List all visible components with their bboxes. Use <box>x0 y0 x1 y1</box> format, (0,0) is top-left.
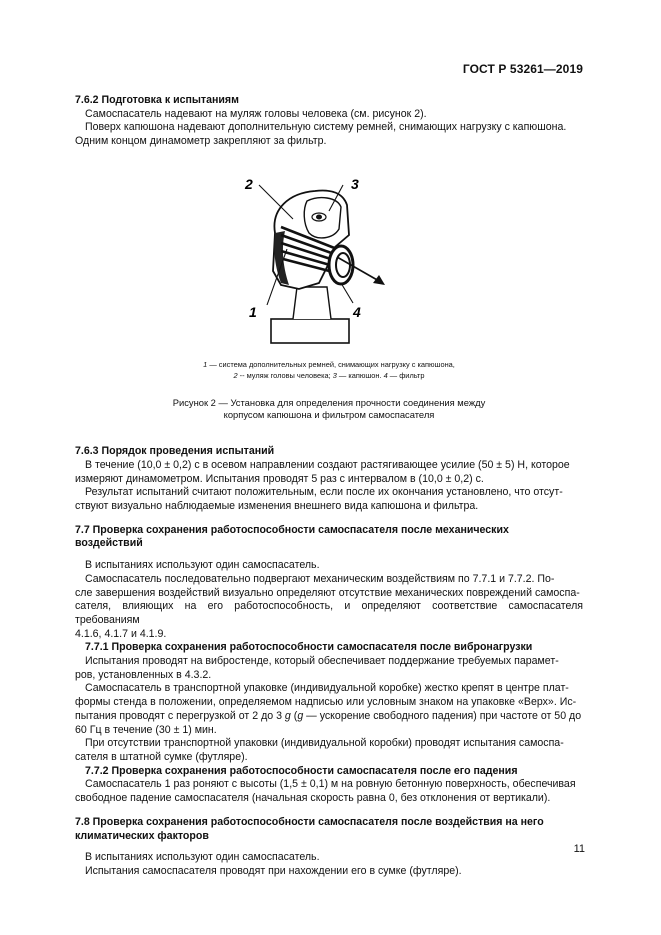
paragraph-line: измеряют динамометром. Испытания проводят 5 раз с интервалом в (10,0 ± 0,2) с. <box>75 472 484 485</box>
paragraph-line: свободное падение самоспасателя (начальная скорость равна 0, без отклонения от вертикали). <box>75 792 551 805</box>
legend-text: — капюшон. <box>336 370 384 380</box>
legend-num: 4 <box>383 370 388 380</box>
figure-caption-line: Рисунок 2 — Установка для определения прочности соединения между <box>172 396 486 408</box>
filter-inner-ring <box>336 253 350 277</box>
paragraph: В испытаниях используют один самоспасатель. <box>85 851 320 864</box>
paragraph-line: 4.1.6, 4.1.7 и 4.1.9. <box>75 627 167 640</box>
symbol-g: g <box>297 709 304 722</box>
legend-num: 3 <box>332 370 337 380</box>
paragraph-line: Самоспасатель 1 раз роняют с высоты (1,5 ± 0,1) м на ровную бетонную поверхность, обеспечивая <box>85 778 576 791</box>
legend-line-2 <box>75 370 583 381</box>
paragraph-line: При отсутствии транспортной упаковки (индивидуальной коробки) проводят испытания самоспа- <box>85 737 564 750</box>
paragraph-line: сателя в штатной сумке (футляре). <box>75 750 248 763</box>
paragraph-line: ствуют визуально наблюдаемые изменения внешнего вида капюшона и фильтра. <box>75 500 479 513</box>
paragraph-line: В течение (10,0 ± 0,2) с в осевом направлении создают растягивающее усилие (50 ± 5) Н, которое <box>85 458 570 471</box>
legend-text: -- муляж головы человека; <box>237 370 333 380</box>
legend-num: 2 <box>233 370 238 380</box>
paragraph-line: 60 Гц в течение (30 ± 1) мин. <box>75 723 217 736</box>
paragraph-line: Поверх капюшона надевают дополнительную систему ремней, снимающих нагрузку с капюшона. <box>85 121 567 134</box>
callout-3: 3 <box>351 175 359 192</box>
section-heading-7-6-2: 7.6.2 Подготовка к испытаниям <box>75 94 239 106</box>
paragraph: Самоспасатель надевают на муляж головы человека (см. рисунок 2). <box>85 107 427 120</box>
leader-line-4 <box>341 283 353 303</box>
section-heading-7-7: 7.7 Проверка сохранения работоспособности самоспасателя после механических <box>75 523 509 536</box>
callout-4: 4 <box>353 303 361 320</box>
section-heading-7-7-2: 7.7.2 Проверка сохранения работоспособности самоспасателя после его падения <box>85 764 518 777</box>
section-heading-7-7-cont: воздействий <box>75 537 143 550</box>
symbol-g: g <box>284 709 291 722</box>
head-stand-base <box>271 319 349 343</box>
page-number: 11 <box>573 843 585 855</box>
paragraph-line <box>75 710 583 724</box>
section-heading-7-6-3: 7.6.3 Порядок проведения испытаний <box>75 445 275 458</box>
text-run: — ускорение свободного падения) при частоте от 50 до <box>303 709 582 722</box>
legend-num: 1 <box>203 359 208 369</box>
paragraph-line: Самоспасатель последовательно подвергают механическим воздействиям по 7.7.1 и 7.7.2. По- <box>85 572 555 585</box>
paragraph-line: ров, установленных в 4.3.2. <box>75 668 212 681</box>
paragraph-line: сле завершения воздействий визуально определяют отсутствие механических повреждений самоспа- <box>75 586 580 599</box>
force-arrow-head <box>373 275 385 285</box>
legend-text: — система дополнительных ремней, снимающих нагрузку с капюшона, <box>207 359 455 369</box>
text-run: ( <box>290 709 298 722</box>
section-heading-7-8-cont: климатических факторов <box>75 829 209 842</box>
section-heading-7-7-1: 7.7.1 Проверка сохранения работоспособности самоспасателя после вибронагрузки <box>85 641 533 654</box>
mannequin-pupil <box>316 214 322 219</box>
paragraph-line: Самоспасатель в транспортной упаковке (индивидуальной коробке) жестко крепят в центре плат- <box>85 682 569 695</box>
legend-line-1 <box>75 359 583 370</box>
paragraph-line: Одним концом динамометр закрепляют за фильтр. <box>75 135 327 148</box>
section-heading-7-8: 7.8 Проверка сохранения работоспособности самоспасателя после воздействия на него <box>75 815 544 828</box>
paragraph-line: Результат испытаний считают положительным, если после их окончания установлено, что отсут- <box>85 486 563 499</box>
paragraph: В испытаниях используют один самоспасатель. <box>85 559 320 572</box>
text-run: пытания проводят с перегрузкой от 2 до 3 <box>75 709 285 722</box>
page-body <box>75 94 583 879</box>
figure-legend <box>75 359 583 381</box>
paragraph: Испытания самоспасателя проводят при нахождении его в сумке (футляре). <box>85 864 462 877</box>
paragraph-line: формы стенда в положении, определяемом надписью или условным знаком на упаковке «Верх». Ис- <box>75 696 577 709</box>
test-setup-drawing <box>75 171 583 357</box>
standard-designation: ГОСТ Р 53261—2019 <box>462 62 583 76</box>
paragraph-line: сателя, влияющих на его работоспособность, и определяют соответствие самоспасателя требованиям <box>75 600 583 626</box>
callout-1: 1 <box>249 303 257 320</box>
figure-caption <box>75 397 583 421</box>
figure-caption-line: корпусом капюшона и фильтром самоспасателя <box>223 409 435 421</box>
figure-2 <box>75 171 583 357</box>
callout-2: 2 <box>245 175 253 192</box>
mannequin-neck <box>293 287 331 319</box>
legend-text: — фильтр <box>387 370 425 380</box>
paragraph-line: Испытания проводят на вибростенде, который обеспечивает поддержание требуемых парамет- <box>85 655 559 668</box>
